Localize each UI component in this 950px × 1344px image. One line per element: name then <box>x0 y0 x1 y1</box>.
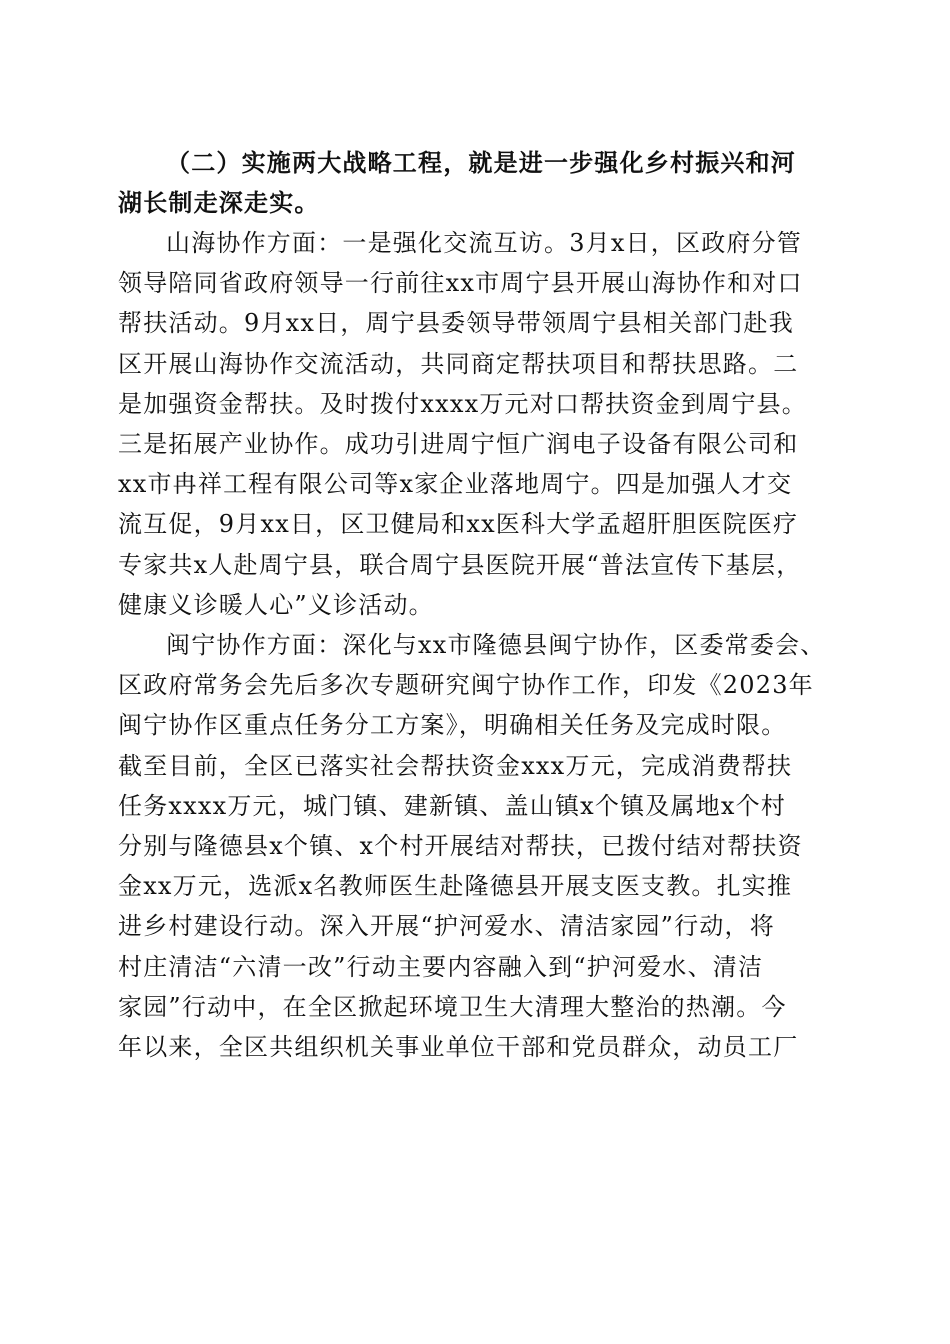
paragraph-line: 村庄清洁“六清一改”行动主要内容融入到“护河爱水、清洁 <box>118 952 764 981</box>
paragraph-line: 金xx万元，选派x名教师医生赴隆德县开展支医支教。扎实推 <box>118 872 793 901</box>
heading-line: （二）实施两大战略工程，就是进一步强化乡村振兴和河 <box>166 149 796 177</box>
paragraph-line: 区开展山海协作交流活动，共同商定帮扶项目和帮扶思路。二 <box>118 349 799 378</box>
paragraph-line: 闽宁协作方面：深化与xx市隆德县闽宁协作，区委常委会、 <box>166 631 826 660</box>
paragraph-line: 分别与隆德县x个镇、x个村开展结对帮扶，已拨付结对帮扶资 <box>118 832 803 861</box>
paragraph-line: 区政府常务会先后多次专题研究闽宁协作工作，印发《2023年 <box>118 671 814 700</box>
paragraph-line: 领导陪同省政府领导一行前往xx市周宁县开展山海协作和对口 <box>118 269 803 298</box>
paragraph-line: xx市冉祥工程有限公司等x家企业落地周宁。四是加强人才交 <box>118 470 793 499</box>
paragraph-line: 是加强资金帮扶。及时拨付xxxx万元对口帮扶资金到周宁县。 <box>118 389 807 418</box>
paragraph-line: 帮扶活动。9月xx日，周宁县委领导带领周宁县相关部门赴我 <box>118 309 794 338</box>
heading-line: 湖长制走深走实。 <box>118 189 320 217</box>
section-heading <box>118 143 832 223</box>
paragraph-line: 闽宁协作区重点任务分工方案》，明确相关任务及完成时限。 <box>118 711 787 740</box>
document-body <box>118 143 832 1067</box>
paragraph-line: 专家共x人赴周宁县，联合周宁县医院开展“普法宣传下基层， <box>118 550 802 579</box>
paragraph-line: 流互促，9月xx日，区卫健局和xx医科大学孟超肝胆医院医疗 <box>118 510 799 539</box>
paragraph-shanhai-cooperation <box>118 223 832 625</box>
paragraph-line: 截至目前，全区已落实社会帮扶资金xxx万元，完成消费帮扶 <box>118 751 793 780</box>
paragraph-line: 家园”行动中，在全区掀起环境卫生大清理大整治的热潮。今 <box>118 992 787 1021</box>
paragraph-line: 健康义诊暖人心”义诊活动。 <box>118 590 434 619</box>
paragraph-line: 山海协作方面：一是强化交流互访。3月x日，区政府分管 <box>166 229 803 257</box>
paragraph-minning-cooperation <box>118 625 832 1067</box>
paragraph-line: 三是拓展产业协作。成功引进周宁恒广润电子设备有限公司和 <box>118 430 799 459</box>
paragraph-line: 任务xxxx万元，城门镇、建新镇、盖山镇x个镇及属地x个村 <box>118 791 787 820</box>
paragraph-line: 年以来，全区共组织机关事业单位干部和党员群众，动员工厂 <box>118 1033 799 1062</box>
paragraph-line: 进乡村建设行动。深入开展“护河爱水、清洁家园”行动，将 <box>118 912 775 941</box>
